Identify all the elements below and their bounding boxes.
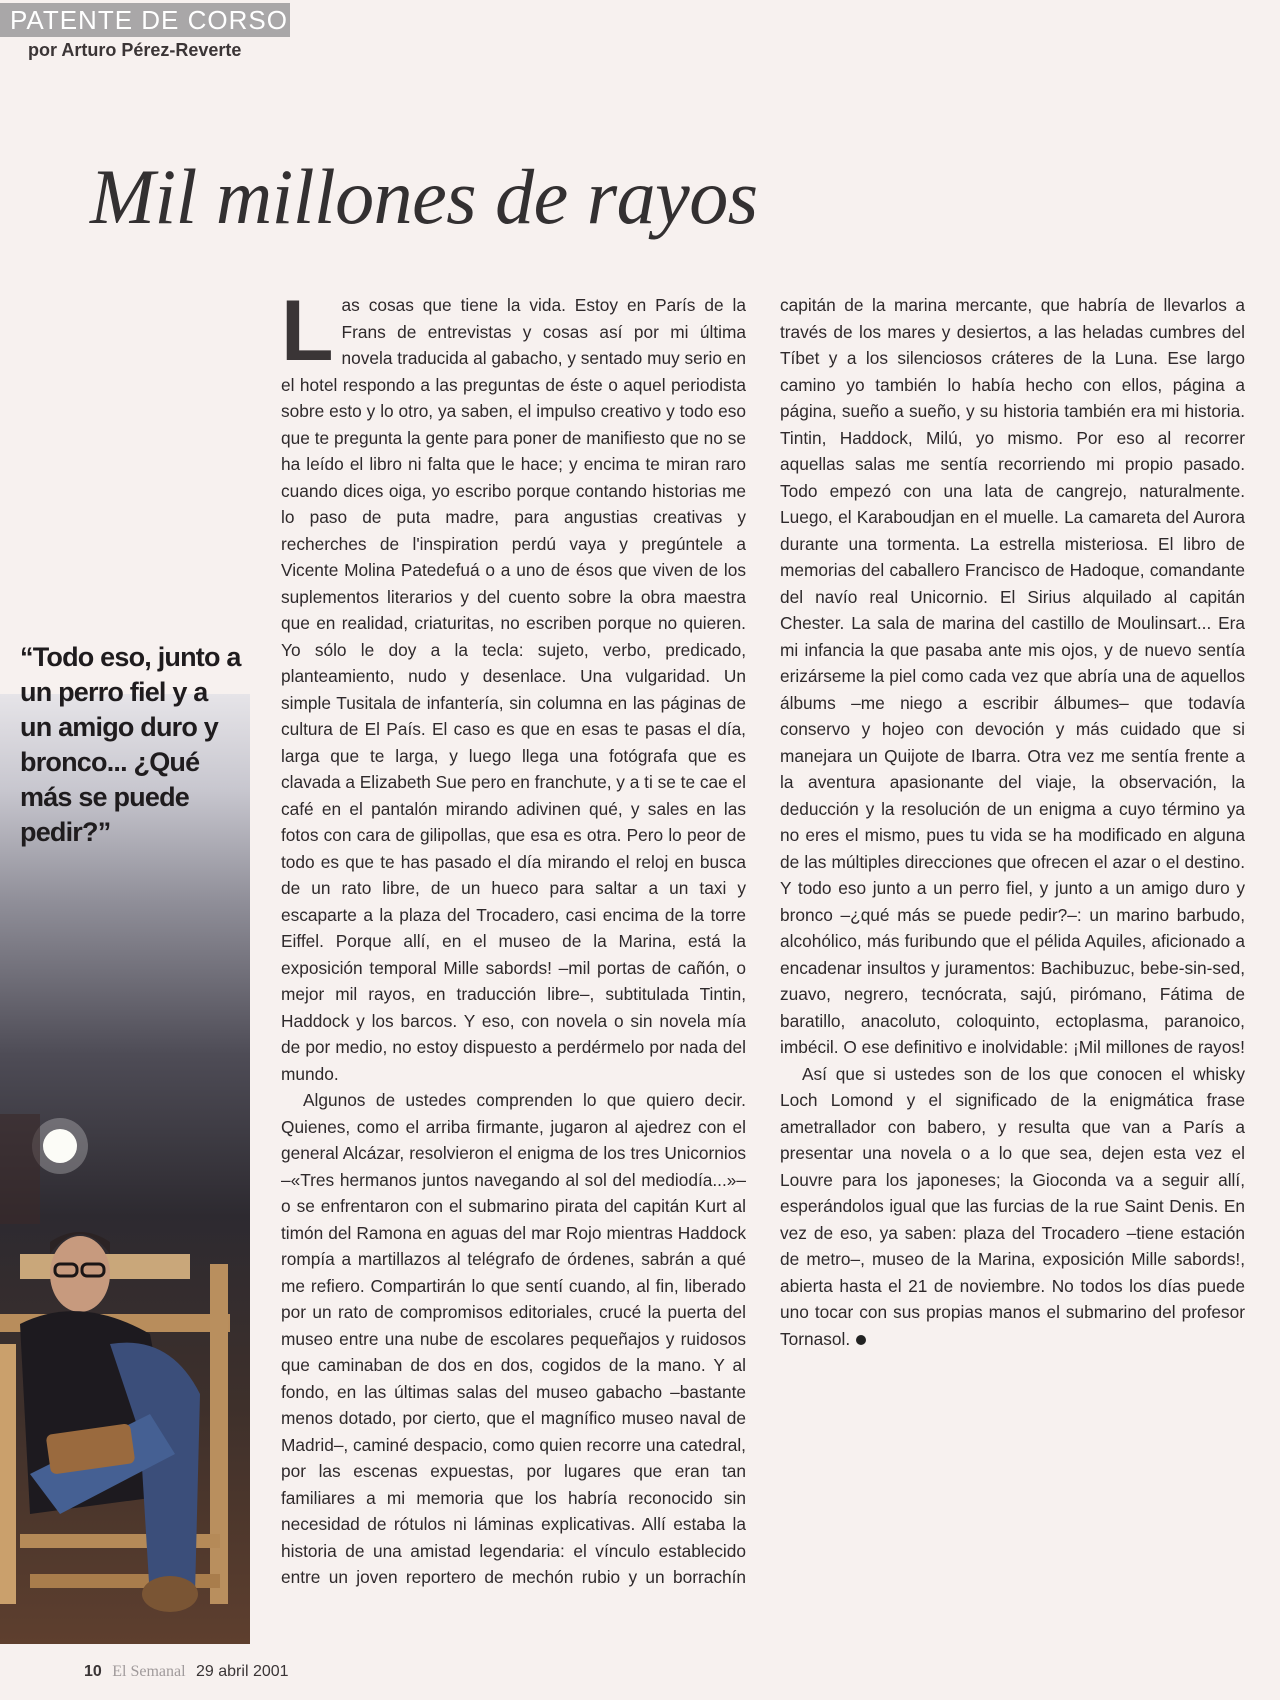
end-mark-icon bbox=[856, 1335, 866, 1345]
paragraph-text: Así que si ustedes son de los que conocen el whisky Loch Lomond y el significado de la enigmática frase ametrallador con babero, y resulta que van a París a presentar una novela o a lo que sea, dejen esta vez el Louvre para los japoneses; la Gioconda va a seguir allí, esperándolos igual que las furcias de la rue Saint Denis. En vez de eso, ya saben: plaza del Trocadero –tiene estación de metro–, museo de la Marina, exposición Mille sabords!, abierta hasta el 21 de noviembre. No todos los días puede uno tocar con sus propias manos el submarino del profesor Tornasol. bbox=[780, 1063, 1245, 1349]
article-body bbox=[281, 283, 1245, 1592]
article-paragraph: Algunos de ustedes comprenden lo que quiero decir. Quienes, como el arriba firmante, jugaron al ajedrez con el general Alcázar, resolvieron el enigma de los tres Unicornios –«Tres hermanos juntos navegando al sol del mediodía...»– o se enfrentaron con el submarino pirata del capitán Kurt al timón del Ramona en aguas del mar Rojo mientras Haddock rompía a martillazos al telégrafo de órdenes, sabrán a qué me refiero. Compartirán lo que sentí cuando, al fin, liberado por un rato de compromisos editoriales, crucé la puerta del museo entre una nube de escolares pequeñajos y ruidosos que caminaban de dos en dos, cogidos de la mano. Y al fondo, en las últimas salas del museo gabacho –bastante menos dotado, por cierto, que el magnífico museo naval de Madrid–, caminé despacio, como quien recorre una catedral, por las escenas expuestas, por lugares que eran tan familiares a mi memoria que los habría reconocido sin necesidad de rótulos ni láminas explicativas. Allí estaba la historia de una amistad legendaria: el vínculo establecido entre un joven reportero de mechón rubio y un borrachín capitán de la marina mercante, que habría de llevarlos a través de los mares y desiertos, a las heladas cumbres del Tíbet y a los silenciosos cráteres de la Luna. Ese largo camino yo también lo había hecho con ellos, página a página, sueño a sueño, y su historia también era mi historia. Tintin, Haddock, Milú, yo mismo. Por eso al recorrer aquellas salas me sentía recorriendo mi propio pasado. Todo empezó con una lata de cangrejo, naturalmente. Luego, el Karaboudjan en el muelle. La camareta del Aurora durante una tormenta. La estrella misteriosa. El libro de memorias del caballero Francisco de Hadoque, comandante del navío real Unicornio. El Sirius alquilado al capitán Chester. La sala de marina del castillo de Moulinsart... Era mi infancia la que pasaba ante mis ojos, y de nuevo sentía erizárseme la piel como cada vez que abría una de aquellos álbums –me niego a escribir álbumes– que todavía conservo y hojeo con devoción y más cuidado que si manejara un Quijote de Ibarra. Otra vez me sentía frente a la aventura apasionante del viaje, la observación, la deducción y la resolución de un enigma a cuyo término ya no eres el mismo, pues tu vida se ha modificado en alguna de las múltiples direcciones que ofrecen el azar o el destino. Y todo eso junto a un perro fiel, y junto a un amigo duro y bronco –¿qué más se puede pedir?–: un marino barbudo, alcohólico, más furibundo que el pélida Aquiles, aficionado a encadenar insultos y juramentos: Bachibuzuc, bebe-sin-sed, zuavo, negrero, tecnócrata, sajú, pirómano, Fátima de baratillo, anacoluto, coloquinto, ectoplasma, paranoico, imbécil. O ese definitivo e inolvidable: ¡Mil millones de rayos! bbox=[281, 295, 1245, 1587]
article-paragraph bbox=[281, 283, 746, 1087]
drop-cap: L bbox=[281, 283, 334, 379]
issue-date: 29 abril 2001 bbox=[196, 1663, 289, 1680]
paragraph-text: as cosas que tiene la vida. Estoy en París de la Frans de entrevistas y cosas así por mi última novela traducida al gabacho, y sentado muy serio en el hotel respondo a las preguntas de éste o aquel periodista sobre esto y lo otro, ya saben, el impulso creativo y todo eso que te pregunta la gente para poner de manifiesto que no se ha leído el libro ni falta que le hace; y encima te miran raro cuando dices oiga, yo escribo porque contando historias me lo paso de puta madre, para angustias creativas y recherches de l'inspiration perdú vaya y pregúntele a Vicente Molina Patedefuá o a uno de ésos que viven de los suplementos literarios y del cuento sobre la obra maestra que en realidad, criaturitas, no escriben porque no quieren. Yo sólo le doy a la tecla: sujeto, verbo, predicado, planteamiento, nudo y desenlace. Una vulgaridad. Un simple Tusitala de infantería, sin columna en las páginas de cultura de El País. El caso es que en esas te pasas el día, larga que te larga, y luego llega una fotógrafa que es clavada a Elizabeth Sue pero en franchute, y a ti se te cae el café en el pantalón mirando adivinen qué, y sales en las fotos con cara de gilipollas, que esa es otra. Pero lo peor de todo es que te has pasado el día mirando el reloj en busca de un rato libre, de un hueco para saltar a un taxi y escaparte a la plaza del Trocadero, casi encima de la torre Eiffel. Porque allí, en el museo de la Marina, está la exposición temporal Mille sabords! –mil portas de cañón, o mejor mil rayos, en traducción libre–, subtitulada Tintin, Haddock y los barcos. Y eso, con novela o sin novela mía de por medio, no estoy dispuesto a perdérmelo por nada del mundo. bbox=[281, 295, 746, 1084]
article-title: Mil millones de rayos bbox=[90, 153, 758, 240]
page-number: 10 bbox=[84, 1663, 102, 1680]
byline: por Arturo Pérez-Reverte bbox=[28, 40, 242, 60]
magazine-name: El Semanal bbox=[112, 1663, 186, 1680]
pull-quote: “Todo eso, junto a un perro fiel y a un amigo duro y bronco... ¿Qué más se puede pedir?” bbox=[20, 642, 241, 847]
page-footer bbox=[84, 1663, 289, 1681]
section-tag: PATENTE DE CORSO bbox=[0, 3, 290, 37]
article-paragraph bbox=[780, 1061, 1245, 1353]
